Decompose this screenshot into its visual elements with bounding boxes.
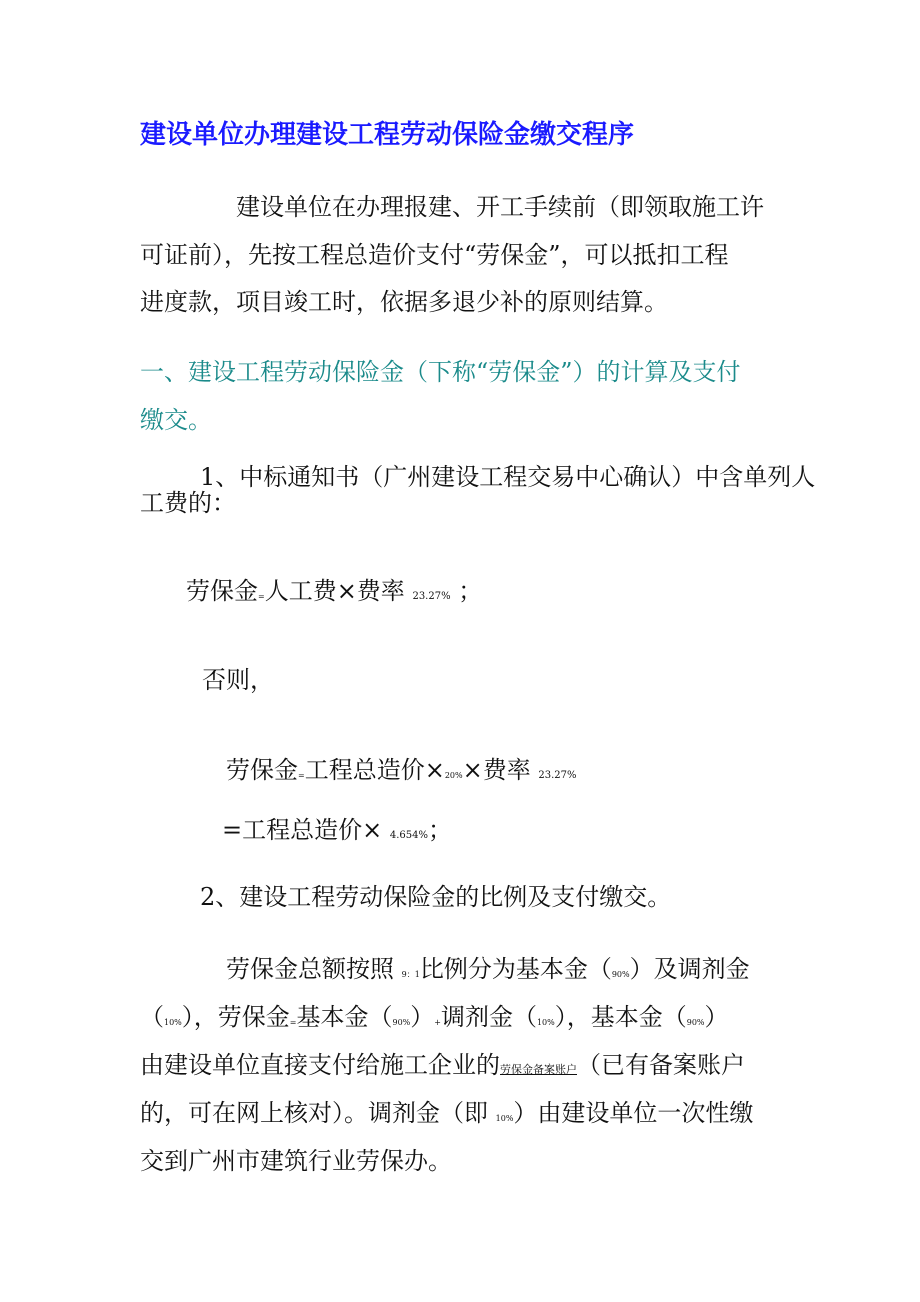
para2-text: ）及调剂金 — [629, 955, 750, 983]
para2-text: ） — [410, 1003, 435, 1031]
equals-sign: = — [289, 1018, 297, 1027]
formula-1-expression: 人工费×费率 — [264, 577, 405, 605]
para2-line-3 — [140, 1048, 745, 1087]
item2-heading: 2、建设工程劳动保险金的比例及支付缴交。 — [200, 883, 672, 911]
para2-text: 的，可在网上核对）。调剂金（即 — [140, 1099, 488, 1127]
formula-1-end: ； — [458, 577, 483, 605]
percent-90: 90% — [611, 970, 630, 979]
formula-1-equals: = — [258, 592, 265, 601]
formula-3 — [222, 813, 452, 853]
formula-1-rate: 23.27% — [412, 591, 451, 602]
intro-line-2: 可证前），先按工程总造价支付“劳保金”，可以抵扣工程 — [140, 241, 729, 269]
para2-text: 劳保金总额按照 — [226, 955, 394, 983]
section-heading-line-2: 缴交。 — [140, 406, 212, 434]
formula-2 — [226, 753, 576, 793]
percent-90: 90% — [392, 1018, 411, 1027]
para2-line-1 — [226, 952, 750, 992]
para2-line-5: 交到广州市建筑行业劳保办。 — [140, 1147, 452, 1175]
ratio-1: 1 — [414, 970, 420, 979]
formula-1-term: 劳保金 — [186, 577, 258, 605]
para2-text: 由建设单位直接支付给施工企业的 — [140, 1051, 500, 1079]
formula-3-end: ； — [428, 816, 452, 844]
percent-10: 10% — [495, 1114, 514, 1123]
formula-2-expression: 工程总造价× — [304, 756, 445, 784]
formula-3-expression: =工程总造价× — [222, 816, 383, 844]
formula-2-term: 劳保金 — [226, 756, 298, 784]
para2-text: ），劳保金 — [181, 1003, 290, 1031]
intro-line-3: 进度款，项目竣工时，依据多退少补的原则结算。 — [140, 288, 668, 316]
account-link: 劳保金备案账户 — [500, 1063, 577, 1076]
para2-text: ）由建设单位一次性缴 — [513, 1099, 754, 1127]
formula-3-percent: 4.654% — [389, 830, 428, 841]
para2-text: ），基本金（ — [554, 1003, 687, 1031]
page-title: 建设单位办理建设工程劳动保险金缴交程序 — [140, 120, 635, 150]
otherwise-text: 否则， — [202, 666, 274, 694]
formula-2-percent: 20% — [444, 771, 463, 780]
para2-line-4 — [140, 1096, 753, 1136]
ratio-9: 9 — [401, 970, 407, 979]
percent-90: 90% — [686, 1018, 705, 1027]
para2-text: （已有备案账户 — [577, 1051, 745, 1079]
para2-text: 比例分为基本金（ — [419, 955, 612, 983]
item1-line-2: 工费的： — [140, 489, 236, 517]
para2-text: 基本金（ — [296, 1003, 393, 1031]
formula-2-rate-label: ×费率 — [462, 756, 531, 784]
percent-10: 10% — [164, 1018, 182, 1027]
formula-1 — [186, 574, 482, 614]
percent-10: 10% — [536, 1018, 555, 1027]
para2-line-2 — [140, 1000, 729, 1040]
para2-text: 调剂金（ — [440, 1003, 537, 1031]
formula-2-rate: 23.27% — [538, 770, 577, 781]
section-heading-line-1: 一、建设工程劳动保险金（下称“劳保金”）的计算及支付 — [140, 358, 741, 386]
para2-text: （ — [140, 1003, 164, 1031]
intro-line-1: 建设单位在办理报建、开工手续前（即领取施工许 — [236, 193, 764, 221]
formula-2-equals: = — [298, 771, 305, 780]
plus-sign: + — [434, 1018, 441, 1027]
item1-line-1: 1、中标通知书（广州建设工程交易中心确认）中含单列人 — [200, 463, 816, 491]
ratio-colon: ： — [406, 970, 415, 979]
para2-text: ） — [704, 1003, 729, 1031]
